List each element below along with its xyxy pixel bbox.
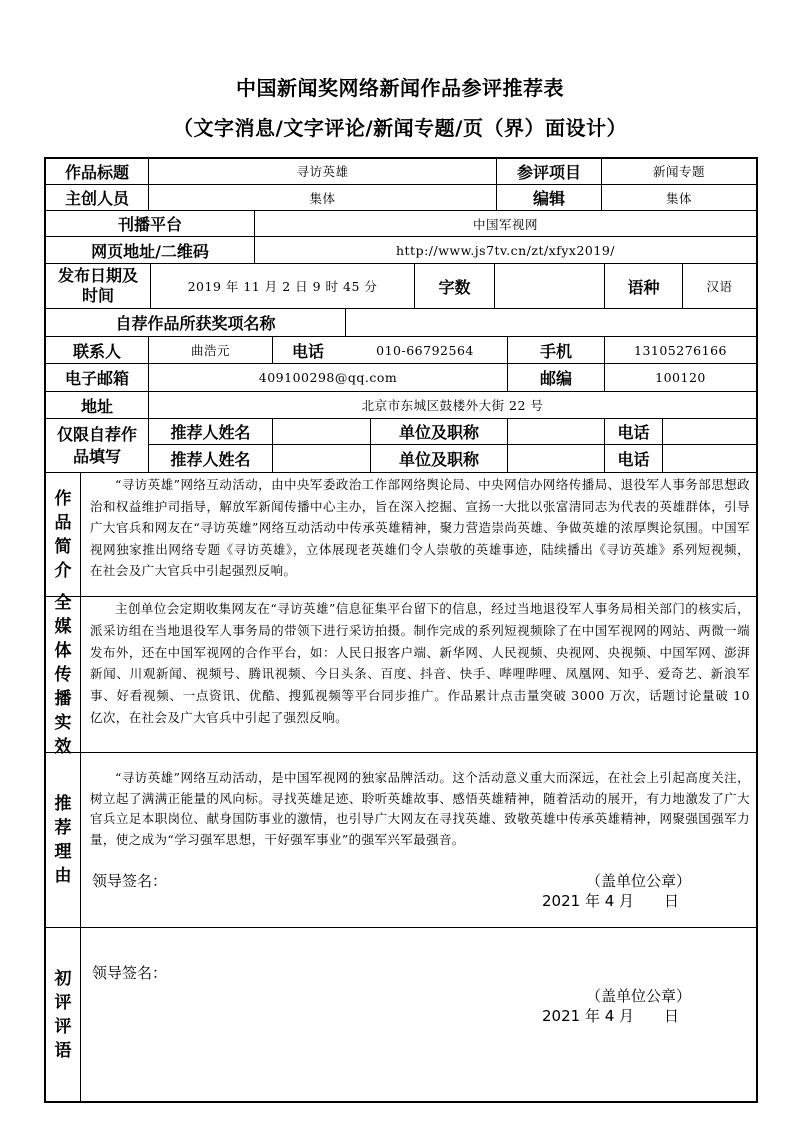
vertical-label-char: 评 xyxy=(54,1016,72,1037)
vertical-label-char: 作 xyxy=(54,488,72,509)
publish-value: 2019 年 11 月 2 日 9 时 45 分 xyxy=(187,279,378,294)
review-label xyxy=(46,928,80,1101)
phone-value: 010-66792564 xyxy=(376,342,474,358)
rec-phone-label-2: 电话 xyxy=(617,450,650,469)
vertical-label-char: 传 xyxy=(54,664,72,685)
platform-label: 刊播平台 xyxy=(117,215,182,234)
contact-value: 曲浩元 xyxy=(190,343,230,358)
self-rec-label: 仅限自荐作品填写 xyxy=(56,424,137,466)
mobile-value: 13105276166 xyxy=(634,342,727,358)
review-leader-signature-label: 领导签名： xyxy=(92,964,168,982)
media-effect-label xyxy=(46,592,80,757)
category-label: 参评项目 xyxy=(516,162,581,182)
vertical-label-char: 体 xyxy=(54,640,72,661)
url-label: 网页地址/二维码 xyxy=(91,241,209,261)
phone-label: 电话 xyxy=(291,341,324,361)
intro-label xyxy=(46,473,80,596)
vertical-label-char: 语 xyxy=(54,1040,72,1061)
vertical-label-char: 介 xyxy=(54,560,72,581)
leader-signature-label: 领导签名： xyxy=(92,872,168,890)
url-value: http://www.js7tv.cn/zt/xfyx2019/ xyxy=(395,242,616,258)
form-subtitle: （文字消息/文字评论/新闻专题/页（界）面设计） xyxy=(173,116,627,140)
vertical-label-char: 简 xyxy=(54,536,72,557)
creator-value: 集体 xyxy=(309,190,336,206)
vertical-label-char: 播 xyxy=(54,688,72,709)
review-sign-date: 2021 年 4 月 日 xyxy=(542,1007,680,1025)
address-value: 北京市东城区鼓楼外大街 22 号 xyxy=(361,398,544,413)
review-seal-note: （盖单位公章） xyxy=(586,987,692,1005)
vertical-label-char: 荐 xyxy=(54,818,72,838)
vertical-label-char: 评 xyxy=(54,992,72,1013)
vertical-label-char: 推 xyxy=(54,794,72,814)
vertical-label-char: 初 xyxy=(54,968,72,989)
contact-label: 联系人 xyxy=(72,341,121,361)
vertical-label-char: 效 xyxy=(54,736,72,757)
vertical-label-char: 理 xyxy=(54,842,72,862)
mobile-label: 手机 xyxy=(539,341,572,361)
sign-date: 2021 年 4 月 日 xyxy=(542,892,680,910)
vertical-label-char: 由 xyxy=(54,866,72,886)
work-title-label: 作品标题 xyxy=(64,162,129,182)
rec-phone-label-1: 电话 xyxy=(617,423,650,442)
work-title-value: 寻访英雄 xyxy=(296,164,349,179)
email-value: 409100298@qq.com xyxy=(258,370,398,385)
creator-label: 主创人员 xyxy=(64,189,129,208)
editor-value: 集体 xyxy=(665,190,692,206)
reason-text: “寻访英雄”网络互动活动，是中国军视网的独家品牌活动。这个活动意义重大而深远，在社会上引起高度关注，树立起了满满正能量的风向标。寻找英雄足迹、聆听英雄故事、感悟英雄精神，随着活动的展开，有力地激发了广大官兵立足本职岗位、献身国防事业的激情，也引导广大网友在寻找英雄、致敬英雄中传承英雄精神，网聚强国强军力量，使之成为“学习强军思想，干好强军事业”的强军兴军最强音。 xyxy=(90,770,750,847)
vertical-label-char: 实 xyxy=(54,712,72,733)
email-label: 电子邮箱 xyxy=(64,369,129,388)
seal-note: （盖单位公章） xyxy=(586,872,692,890)
unit-label-2: 单位及职称 xyxy=(398,450,479,469)
language-value: 汉语 xyxy=(706,279,733,294)
postcode-label: 邮编 xyxy=(539,369,572,388)
vertical-label-char: 品 xyxy=(54,512,72,533)
postcode-value: 100120 xyxy=(655,370,706,385)
address-label: 地址 xyxy=(80,396,113,416)
media-effect-text: 主创单位会定期收集网友在“寻访英雄”信息征集平台留下的信息，经过当地退役军人事务局相关部门的核实后，派采访组在当地退役军人事务局的带领下进行采访拍摄。制作完成的系列短视频除了在中国军视网的网站、两微一端发布外，还在中国军视网的合作平台，如：人民日报客户端、新华网、人民视频、央视网、央视频、中国军网、澎湃新闻、川观新闻、视频号、腾讯视频、今日头条、百度、抖音、快手、哔哩哔哩、凤凰网、知乎、爱奇艺、新浪军事、好看视频、一点资讯、优酷、搜狐视频等平台同步推广。作品累计点击量突破 3000 万次，话题讨论量破 10 亿次，在社会及广大官兵中引起了强烈反响。 xyxy=(90,601,750,725)
award-label: 自荐作品所获奖项名称 xyxy=(115,314,276,333)
reason-label xyxy=(46,753,80,927)
wordcount-value xyxy=(495,264,604,308)
vertical-label-char: 全 xyxy=(54,592,72,613)
category-value: 新闻专题 xyxy=(652,164,705,179)
unit-label-1: 单位及职称 xyxy=(398,423,479,442)
wordcount-label: 字数 xyxy=(438,277,471,297)
intro-text: “寻访英雄”网络互动活动，由中央军委政治工作部网络舆论局、中央网信办网络传播局、退役军人事务部思想政治和权益维护司指导，解放军新闻传播中心主办，旨在深入挖掘、宣扬一大批以张富清同志为代表的英雄群体，引导广大官兵和网友在“寻访英雄”网络互动活动中传承英雄精神，聚力营造崇尚英雄、争做英雄的浓厚舆论氛围。中国军视网独家推出网络专题《寻访英雄》，立体展现老英雄们令人崇敬的英雄事迹，陆续播出《寻访英雄》系列短视频，在社会及广大官兵中引起强烈反响。 xyxy=(90,477,750,578)
publish-label: 发布日期及时间 xyxy=(57,266,138,305)
recommender-label-2: 推荐人姓名 xyxy=(170,450,251,469)
vertical-label-char: 媒 xyxy=(54,616,72,637)
recommender-label-1: 推荐人姓名 xyxy=(170,423,251,442)
award-value xyxy=(346,309,756,336)
language-label: 语种 xyxy=(627,277,660,297)
form-title: 中国新闻奖网络新闻作品参评推荐表 xyxy=(236,76,564,100)
platform-value: 中国军视网 xyxy=(472,216,538,232)
editor-label: 编辑 xyxy=(532,189,565,208)
